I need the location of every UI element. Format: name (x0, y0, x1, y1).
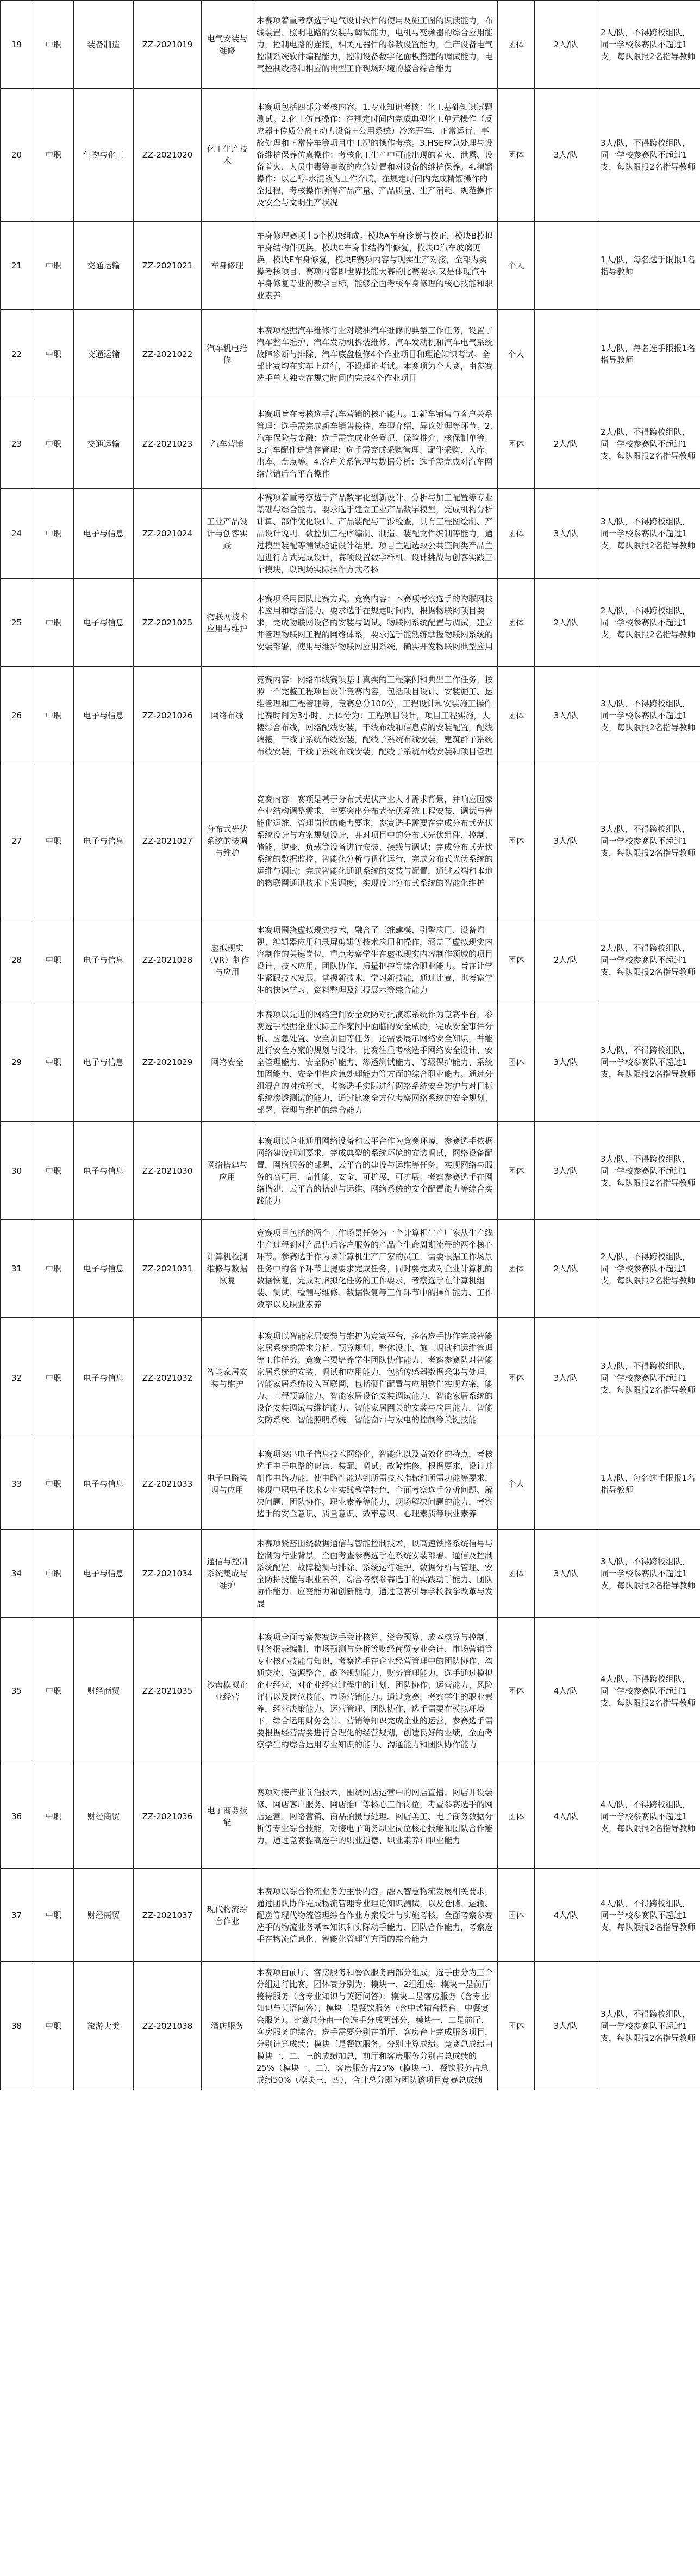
row-category: 电子与信息 (74, 1318, 134, 1438)
row-code: ZZ-2021033 (134, 1438, 202, 1530)
row-level: 中职 (33, 489, 74, 579)
row-category: 电子与信息 (74, 918, 134, 1002)
row-level: 中职 (33, 399, 74, 489)
row-description: 本赛项以企业通用网络设备和云平台作为竞赛环境，参赛选手依据网络建设规划要求，完成典型的系统环境的安装调试，网络设备配置，网络服务的部署，云平台的建设与运维等任务，实现网络与服务的高可用、高性能、安全、可扩展，可扩展。考察参赛选手在网络搭建、云平台的搭建与运维、网络系统的安全配置能力等综合实践能力 (253, 1122, 498, 1220)
table-row (1, 1220, 700, 1318)
row-number: 21 (1, 222, 33, 310)
row-description: 竞赛内容：赛项是基于分布式光伏产业人才需求背景，并响应国家产业结构调整需求，主要突出分布式光伏系统工程安装、调试与智能化运维、管理岗位的能力要求，参赛选手需要在完成分布式光伏系统设计与方案规划设计，并对项目中的分布式光伏组件、控制、储能、逆变、负载等设备进行安装、接线与调试；完成分布式光伏系统的数据监控、智能化分析与优化运行，完成分布式光伏系统的运维与调试；完成智能化通讯系统的安装与配置，通过云端和本地的物联网通讯技术下发调度，实现设计分布式系统的智能化维护 (253, 764, 498, 918)
row-number: 37 (1, 1869, 33, 1962)
row-code: ZZ-2021021 (134, 222, 202, 310)
table-row (1, 399, 700, 489)
row-limit: 2人/队，不得跨校组队，同一学校参赛队不超过1支，每队限报2名指导教师 (597, 1, 700, 89)
row-number: 29 (1, 1002, 33, 1122)
row-number: 38 (1, 1962, 33, 2090)
table-row (1, 918, 700, 1002)
row-limit: 3人/队，不得跨校组队，同一学校参赛队不超过1支，每队限报2名指导教师 (597, 1002, 700, 1122)
row-level: 中职 (33, 1318, 74, 1438)
table-row (1, 222, 700, 310)
row-number: 33 (1, 1438, 33, 1530)
table-row (1, 1530, 700, 1618)
row-description: 本赛项包括四部分考核内容。1.专业知识考核：化工基础知识试题测试。2.化工仿真操作：在规定时间内完成典型化工单元操作（反应器+传质分离+动力设备+公用系统）冷态开车、正常运行、事故处理和正常停车等项目中工况的操作考核。3.HSE应急处理与设备维护保养仿真操作：考核化工生产中可能出现的着火、泄露、设备着火、人员中毒等事故的应急处置和对设备的维护保养。4.精馏操作：以乙醇-水混液为工作介质，在规定时间内完成精馏操作的全过程，考核操作所得产品产量、产品质量、生产消耗、规范操作及安全与文明生产状况 (253, 89, 498, 222)
row-team-size: 3人/队 (535, 89, 597, 222)
table-row (1, 1002, 700, 1122)
row-code: ZZ-2021020 (134, 89, 202, 222)
row-description: 本赛项全面考察参赛选手会计核算、资金预算、成本核算与控制、财务报表编制、市场预测与分析等财经商贸专业会计、市场营销等专业核心技能与知识，考察选手在企业经营管理中的团队协作、沟通交流、资源整合、战略规划能力、财务管理能力，选手通过模拟企业经营，对企业经营过程中的计划、团队协作、运营能力、风险评估以及岗位技能、市场营销能力。通过竞赛，考察学生的职业素养，经营决策能力、运营管理、团队协作，选手需要在模拟环境下，综合运用财务会计、营销等知识完成企业的运营，参赛选手需要根据经营需要进行合理化的经营规划，创造良好的业绩，全面考察学生的综合运用专业知识的能力、沟通能力和团队协作能力 (253, 1618, 498, 1764)
row-level: 中职 (33, 1122, 74, 1220)
row-limit: 4人/队，不得跨校组队，同一学校参赛队不超过1支，每队限报2名指导教师 (597, 1869, 700, 1962)
row-limit: 2人/队，不得跨校组队，同一学校参赛队不超过1支，每队限报2名指导教师 (597, 1220, 700, 1318)
row-event-name: 通信与控制系统集成与维护 (202, 1530, 253, 1618)
row-number: 31 (1, 1220, 33, 1318)
row-event-name: 汽车营销 (202, 399, 253, 489)
row-code: ZZ-2021030 (134, 1122, 202, 1220)
row-team-size: 3人/队 (535, 1122, 597, 1220)
row-limit: 2人/队，不得跨校组队，同一学校参赛队不超过1支，每队限报2名指导教师 (597, 399, 700, 489)
row-level: 中职 (33, 667, 74, 764)
row-number: 30 (1, 1122, 33, 1220)
row-event-name: 计算机检测维修与数据恢复 (202, 1220, 253, 1318)
row-description: 本赛项以综合物流业务为主要内容，融入智慧物流发展相关要求，通过团队协作完成物流管理专业理论知识测试，以及仓储、运输、配送等现代物流管理综合作业方案设计与实施考核，全面考察参赛选手的物流业务基本知识和实际动手能力、团队合作能力，考察选手在物流信息化、智能化管理等方面的综合能力 (253, 1869, 498, 1962)
row-level: 中职 (33, 918, 74, 1002)
row-event-name: 电子电路装调与应用 (202, 1438, 253, 1530)
row-code: ZZ-2021032 (134, 1318, 202, 1438)
row-limit: 3人/队，不得跨校组队，同一学校参赛队不超过1支，每队限报2名指导教师 (597, 1962, 700, 2090)
row-code: ZZ-2021024 (134, 489, 202, 579)
row-number: 24 (1, 489, 33, 579)
row-event-name: 工业产品设计与创客实践 (202, 489, 253, 579)
row-level: 中职 (33, 1869, 74, 1962)
row-category: 电子与信息 (74, 764, 134, 918)
row-level: 中职 (33, 1002, 74, 1122)
row-team-size (535, 222, 597, 310)
row-event-name: 网络布线 (202, 667, 253, 764)
row-form: 团体 (498, 1, 535, 89)
table-row (1, 764, 700, 918)
row-description: 本赛项旨在考核选手汽车营销的核心能力。1.新车销售与客户关系管理：选手需完成新车销售接待、车型介绍、异议处理等环节。2.汽车保险与金融：选手需完成业务登记、保险推介、核保制单等。3.汽车配件进销存管理：选手需完成采购管理、配件采购、入库、出库、盘点等。4.客户关系管理与数据分析：选手需完成对汽车网络营销后台平台操作 (253, 399, 498, 489)
row-limit: 3人/队，不得跨校组队，同一学校参赛队不超过1支，每队限报2名指导教师 (597, 89, 700, 222)
row-level: 中职 (33, 89, 74, 222)
row-number: 22 (1, 310, 33, 399)
row-description: 本赛项突出电子信息技术网络化、智能化以及高效化的特点，考核选手电子电路的识读、装配、调试、故障维修，根据要求，设计并制作电路功能，使电路性能达到所需技术指标和所需功能等要求，体现中职电子技术专业实践教学特色，全面考察选手分析问题、解决问题、团队协作、职业素养等能力，现场解决问题的能力，考察选手的安全意识、质量意识、效率意识、心理素质等职业素养 (253, 1438, 498, 1530)
row-category: 旅游大类 (74, 1962, 134, 2090)
row-level: 中职 (33, 310, 74, 399)
row-team-size: 4人/队 (535, 1869, 597, 1962)
row-number: 23 (1, 399, 33, 489)
row-team-size: 4人/队 (535, 1618, 597, 1764)
row-form: 团体 (498, 1869, 535, 1962)
table-row (1, 1318, 700, 1438)
row-form: 团体 (498, 1764, 535, 1869)
row-limit: 1人/队，每名选手限报1名指导教师 (597, 1438, 700, 1530)
row-team-size (535, 1438, 597, 1530)
row-number: 35 (1, 1618, 33, 1764)
row-category: 交通运输 (74, 310, 134, 399)
row-form: 团体 (498, 1530, 535, 1618)
table-row (1, 1962, 700, 2090)
row-limit: 3人/队，不得跨校组队，同一学校参赛队不超过1支，每队限报2名指导教师 (597, 667, 700, 764)
row-description: 本赛项以先进的网络空间安全攻防对抗演练系统作为竞赛平台，参赛选手根据企业实际工作案例中面临的安全威胁，完成安全事件分析、应急处置、安全加固等任务，还需要展示网络安全知识，并能进行安全方案的规划与设计。比赛注重考核选手网络安全设计、安全管理能力、安全防护能力、渗透测试能力、等级保护能力、系统加固能力、安全事件应急处理能力等方面的综合职业能力。通过分组混合的对抗形式，考察选手实际进行网络系统安全防护与对目标系统渗透测试的能力，通过比赛全方位考察网络系统的安全规划、部署、管理与维护的综合能力 (253, 1002, 498, 1122)
row-category: 电子与信息 (74, 1002, 134, 1122)
row-level: 中职 (33, 579, 74, 667)
row-form: 团体 (498, 489, 535, 579)
row-code: ZZ-2021034 (134, 1530, 202, 1618)
row-limit: 4人/队，不得跨校组队，同一学校参赛队不超过1支，每队限报2名指导教师 (597, 1764, 700, 1869)
row-limit: 3人/队，不得跨校组队，同一学校参赛队不超过1支，每队限报2名指导教师 (597, 489, 700, 579)
row-description: 本赛项采用团队比赛方式。竞赛内容：本赛项考察选手的物联网技术应用和综合能力。要求选手在规定时间内，根据物联网项目要求，完成物联网设备的安装与调试、物联网系统配置与调试，建立并管理物联网工程的网络体系，要求选手能熟练掌握物联网系统的安装部署，使用与维护物联网应用系统，确实开发物联网典型应用 (253, 579, 498, 667)
table-row (1, 310, 700, 399)
row-level: 中职 (33, 222, 74, 310)
row-level: 中职 (33, 1220, 74, 1318)
row-limit: 3人/队，不得跨校组队，同一学校参赛队不超过1支，每队限报2名指导教师 (597, 764, 700, 918)
row-number: 28 (1, 918, 33, 1002)
row-category: 电子与信息 (74, 1122, 134, 1220)
table-row (1, 579, 700, 667)
row-event-name: 物联网技术应用与维护 (202, 579, 253, 667)
table-row (1, 667, 700, 764)
row-code: ZZ-2021019 (134, 1, 202, 89)
row-description: 本赛项着重考察选手产品数字化创新设计、分析与加工配置等专业基础与综合能力。要求选手建立工业产品数字模型，完成机构分析计算、部件优化设计、产品装配与干涉检查，具有工程图绘制、产品设计说明、数控加工程序编制、制造、装配文件编制等能力，通过模型装配等测试验证设计结果。项目主题选取公共空间类产品主题进行方式完成设计，赛项设置数字样机、设计挑战与创客实践三个模块，以现场实际操作方式考核 (253, 489, 498, 579)
row-code: ZZ-2021031 (134, 1220, 202, 1318)
row-event-name: 酒店服务 (202, 1962, 253, 2090)
row-form: 团体 (498, 1002, 535, 1122)
row-limit: 3人/队，不得跨校组队，同一学校参赛队不超过1支，每队限报2名指导教师 (597, 1122, 700, 1220)
row-limit: 2人/队，不得跨校组队，同一学校参赛队不超过1支，每队限报2名指导教师 (597, 918, 700, 1002)
row-description: 本赛项着重考察选手电气设计软件的使用及施工图的识读能力，布线装置、照明电路的安装与调试能力，电机与变频器的综合应用能力，控制电路的连接，相关元器件的参数设置能力，生产设备电气控制系统软件编程能力，控制设备数字化面板搭建的调试能力，电气控制线路和相应的典型工作现场环境的整合综合能力 (253, 1, 498, 89)
row-team-size: 2人/队 (535, 399, 597, 489)
row-team-size: 2人/队 (535, 1, 597, 89)
row-limit: 3人/队，不得跨校组队，同一学校参赛队不超过1支，每队限报2名指导教师 (597, 1318, 700, 1438)
row-form: 团体 (498, 1122, 535, 1220)
table-row (1, 1764, 700, 1869)
row-limit: 4人/队，不得跨校组队，同一学校参赛队不超过1支，每队限报2名指导教师 (597, 1618, 700, 1764)
row-event-name: 沙盘模拟企业经营 (202, 1618, 253, 1764)
table-row (1, 1, 700, 89)
row-category: 电子与信息 (74, 1530, 134, 1618)
row-event-name: 网络安全 (202, 1002, 253, 1122)
row-category: 交通运输 (74, 222, 134, 310)
row-event-name: 汽车机电维修 (202, 310, 253, 399)
row-number: 25 (1, 579, 33, 667)
row-form: 个人 (498, 310, 535, 399)
row-event-name: 智能家居安装与维护 (202, 1318, 253, 1438)
row-number: 26 (1, 667, 33, 764)
row-level: 中职 (33, 1438, 74, 1530)
row-number: 19 (1, 1, 33, 89)
row-form: 团体 (498, 667, 535, 764)
row-team-size: 3人/队 (535, 1002, 597, 1122)
row-category: 电子与信息 (74, 667, 134, 764)
row-category: 电子与信息 (74, 1220, 134, 1318)
row-code: ZZ-2021027 (134, 764, 202, 918)
row-description: 本赛项根据汽车维修行业对燃油汽车维修的典型工作任务，设置了汽车整车维护、汽车发动机拆装维修、汽车发动机和汽车电气系统故障诊断与排除、汽车底盘检修4个作业项目和理论知识考试。全部比赛均在实车上进行，不设理论考试。本赛项为个人赛，由参赛选手单人独立在规定时间内完成4个作业项目 (253, 310, 498, 399)
row-number: 20 (1, 89, 33, 222)
table-row (1, 89, 700, 222)
row-level: 中职 (33, 1, 74, 89)
row-number: 34 (1, 1530, 33, 1618)
row-code: ZZ-2021029 (134, 1002, 202, 1122)
row-team-size: 2人/队 (535, 579, 597, 667)
row-form: 团体 (498, 579, 535, 667)
row-form: 团体 (498, 1962, 535, 2090)
row-form: 团体 (498, 918, 535, 1002)
row-form: 团体 (498, 89, 535, 222)
table-row (1, 1122, 700, 1220)
row-category: 生物与化工 (74, 89, 134, 222)
row-code: ZZ-2021026 (134, 667, 202, 764)
row-event-name: 分布式光伏系统的装调与维护 (202, 764, 253, 918)
row-level: 中职 (33, 1618, 74, 1764)
row-code: ZZ-2021037 (134, 1869, 202, 1962)
row-limit: 1人/队，每名选手限报1名指导教师 (597, 310, 700, 399)
row-number: 27 (1, 764, 33, 918)
row-number: 32 (1, 1318, 33, 1438)
row-category: 财经商贸 (74, 1869, 134, 1962)
row-team-size: 4人/队 (535, 1764, 597, 1869)
row-team-size: 3人/队 (535, 1530, 597, 1618)
row-code: ZZ-2021038 (134, 1962, 202, 2090)
table-row (1, 1618, 700, 1764)
row-event-name: 虚拟现实（VR）制作与应用 (202, 918, 253, 1002)
row-code: ZZ-2021025 (134, 579, 202, 667)
row-team-size: 3人/队 (535, 1962, 597, 2090)
row-form: 团体 (498, 399, 535, 489)
table-row (1, 489, 700, 579)
row-limit: 1人/队，每名选手限报1名指导教师 (597, 222, 700, 310)
row-team-size: 3人/队 (535, 489, 597, 579)
row-description: 赛项对接产业前沿技术，围绕网店运营中的网店直播、网店开设装修、网店客户服务、网店推广等核心工作岗位，考查参赛选手的网店运营、网络营销、商品拍摄与处理、网店美工、电子商务数据分析等专业综合技能，对接电子商务职业岗位核心技能和团队合作能力，通过竞赛提高选手的职业道德、职业素养和职业能力 (253, 1764, 498, 1869)
row-description: 车身修理赛项由5个模块组成。模块A车身诊断与校正，模块B模拟车身结构件更换，模块C车身非结构件修复，模块D汽车玻璃更换，模块E车身修复，模块E赛项内容与现实生产对接，全部为实操考核项目。赛项内容即世界技能大赛的比赛要求,又是体现汽车车身修复专业的教学目标，能够全面考核车身修理的核心技能和职业素养 (253, 222, 498, 310)
row-level: 中职 (33, 764, 74, 918)
row-category: 财经商贸 (74, 1618, 134, 1764)
row-number: 36 (1, 1764, 33, 1869)
row-category: 交通运输 (74, 399, 134, 489)
row-category: 装备制造 (74, 1, 134, 89)
row-team-size: 3人/队 (535, 667, 597, 764)
row-event-name: 电气安装与维修 (202, 1, 253, 89)
row-code: ZZ-2021036 (134, 1764, 202, 1869)
row-form: 团体 (498, 764, 535, 918)
row-level: 中职 (33, 1530, 74, 1618)
row-event-name: 电子商务技能 (202, 1764, 253, 1869)
row-form: 个人 (498, 222, 535, 310)
row-category: 电子与信息 (74, 1438, 134, 1530)
row-code: ZZ-2021035 (134, 1618, 202, 1764)
row-level: 中职 (33, 1962, 74, 2090)
row-limit: 3人/队，不得跨校组队，同一学校参赛队不超过1支，每队限报2名指导教师 (597, 1530, 700, 1618)
row-code: ZZ-2021023 (134, 399, 202, 489)
row-code: ZZ-2021028 (134, 918, 202, 1002)
row-category: 电子与信息 (74, 489, 134, 579)
row-limit: 2人/队，不得跨校组队，同一学校参赛队不超过1支，每队限报2名指导教师 (597, 579, 700, 667)
row-category: 电子与信息 (74, 579, 134, 667)
row-team-size (535, 310, 597, 399)
row-code: ZZ-2021022 (134, 310, 202, 399)
row-event-name: 网络搭建与应用 (202, 1122, 253, 1220)
row-form: 团体 (498, 1318, 535, 1438)
row-description: 本赛项由前厅、客房服务和餐饮服务两部分组成，选手由分为三个分组进行比赛。团体赛分别为：模块一、2组组成：模块一是前厅接待服务（含专业知识与英语问答）；模块二是客房服务（含专业知识与英语问答）；模块三是餐饮服务（含中式铺台摆台、中餐宴会服务）。比赛总分由一位选手分成两部分，模块一、二是前厅、客房服务的综合，选手需要分别在前厅、客房台上完成服务项目，分别计算成绩；模块三是餐饮服务，分别计算成绩。竞赛总成绩由模块一、二、三的成绩加总，前厅和客房服务分别占总成绩的25%（模块一、二），客房服务占25%（模块三），餐饮服务占总成绩50%（模块三、四），合计总分即为团队该项目竞赛总成绩 (253, 1962, 498, 2090)
row-team-size: 3人/队 (535, 1318, 597, 1438)
row-form: 个人 (498, 1438, 535, 1530)
row-event-name: 车身修理 (202, 222, 253, 310)
row-team-size: 2人/队 (535, 918, 597, 1002)
table-body (1, 1, 700, 2090)
row-team-size: 3人/队 (535, 764, 597, 918)
row-event-name: 现代物流综合作业 (202, 1869, 253, 1962)
table-row (1, 1438, 700, 1530)
row-description: 竞赛项目包括的两个工作场景任务为一个计算机生产厂家从生产线生产过程到对产品售后客户服务的产品全生命周期流程的两个核心环节。参赛选手作为该计算机生产厂家的员工，需要根据工作场景任务中的各个环节上提要求完成任务，同时要完成对企业计算机的数据恢复，完成对虚拟化任务的工作要求，考察选手在计算机组装、测试、检测与维修、数据恢复等工作环节中的操作能力、工作效率以及职业素养 (253, 1220, 498, 1318)
row-form: 团体 (498, 1220, 535, 1318)
row-description: 本赛项以智能家居安装与维护为竞赛平台，多名选手协作完成智能家居系统的需求分析、预算规划、整体设计、施工调试和运维管理等工作任务。竞赛主要培养学生团队协作能力、考察参赛队对智能家居系统的安装、调试和应用能力，包括传感器数据采集与处理，智能家居系统接入互联网，包括硬件配置与应用软件实现方案，能力、工程预算能力、智能家居设备安装调试能力，智能家居系统的设备安装调试与维护能力、智能家居网关的安装与应用能力，智能安防系统、智能照明系统、智能窗帘与家电的控制等关键技能 (253, 1318, 498, 1438)
row-event-name: 化工生产技术 (202, 89, 253, 222)
row-description: 竞赛内容：网络布线赛项基于真实的工程案例和典型工作任务，按照一个完整工程项目设计竞赛内容，包括项目设计、安装施工、运维管理和工程管理等，竞赛总分100分，工程设计和安装施工操作比赛时间为3小时，具体分为：工程项目设计，项目工程实施，大楼综合布线，网络配线安装，干线布线和信息点的安装配置，配线端接，干线子系统布线安装，配线子系统布线安装，建筑群子系统布线安装，干线子系统布线安装，配线子系统布线安装和项目管理 (253, 667, 498, 764)
table-row (1, 1869, 700, 1962)
row-team-size: 2人/队 (535, 1220, 597, 1318)
row-description: 本赛项围绕虚拟现实技术，融合了三维建模、引擎应用、设备增视、编辑器应用和录屏剪辑等技术应用和操作，涵盖了虚拟现实内容制作的关键岗位，重点考察学生在虚拟现实内容制作领域的项目设计、技术应用、团队协作、质量把控等综合职业能力。旨在让学生紧跟技术发展，掌握新技术，学习新技能，通过比赛，也考察学生的快速学习、资料整理及汇报展示等综合能力 (253, 918, 498, 1002)
row-description: 本赛项紧密围绕数据通信与智能控制技术，以高速铁路系统信号与控制为行业背景，全面考查参赛选手在系统安装部署、通信及控制系统配置、故障检测与排除、系统运行维护、数据分析与管理、安全防护技能与职业素养，综合考察参赛选手的实践动手能力、团队协作能力、应变能力和创新能力，通过竞赛引导学校教学改革与发展 (253, 1530, 498, 1618)
row-form: 团体 (498, 1618, 535, 1764)
row-level: 中职 (33, 1764, 74, 1869)
row-category: 财经商贸 (74, 1764, 134, 1869)
